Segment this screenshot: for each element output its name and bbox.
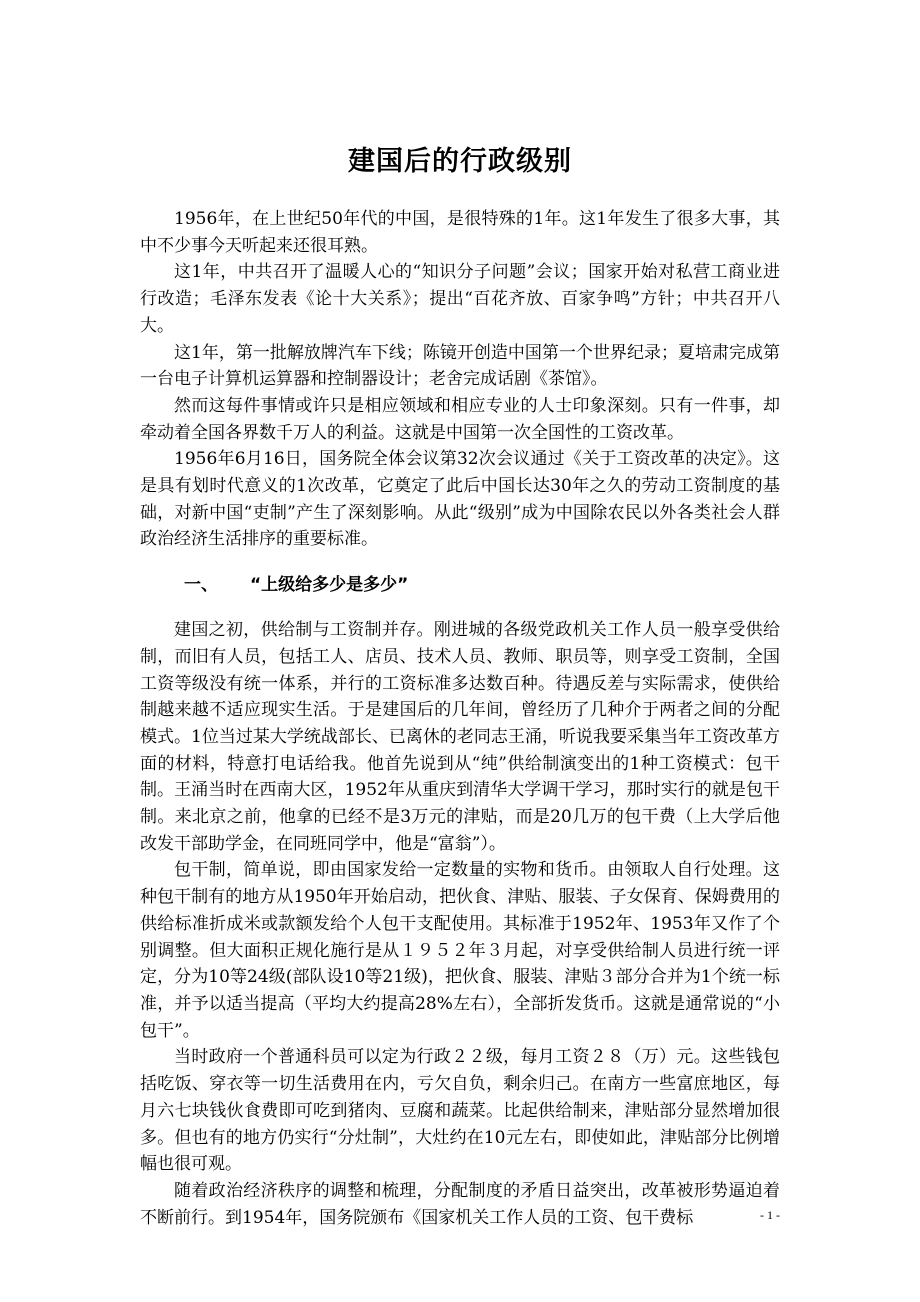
page-number: - 1 - xyxy=(760,1208,780,1222)
document-title: 建国后的行政级别 xyxy=(348,146,572,177)
intro-paragraph-3: 这1年，第一批解放牌汽车下线；陈镜开创造中国第一个世界纪录；夏培肃完成第一台电子计算机运算器和控制器设计；老舍完成话剧《茶馆》。 xyxy=(140,342,780,390)
section-heading xyxy=(140,572,780,598)
intro-paragraph-2: 这1年，中共召开了温暖人心的“知识分子问题”会议；国家开始对私营工商业进行改造；毛泽东发表《论十大关系》；提出“百花齐放、百家争鸣”方针；中共召开八大。 xyxy=(140,262,780,336)
section-paragraph-1: 建国之初，供给制与工资制并存。刚进城的各级党政机关工作人员一般享受供给制，而旧有人员，包括工人、店员、技术人员、教师、职员等，则享受工资制，全国工资等级没有统一体系，并行的工资标准多达数百种。待遇反差与实际需求，使供给制越来越不适应现实生活。于是建国后的几年间，曾经历了几种介于两者之间的分配模式。1位当过某大学统战部长、已离休的老同志王涌，听说我要采集当年工资改革方面的材料，特意打电话给我。他首先说到从“纯”供给制演变出的1种工资模式：包干制。王涌当时在西南大区，1952年从重庆到清华大学调干学习，那时实行的就是包干制。来北京之前，他拿的已经不是3万元的津贴，而是20几万的包干费（上大学后他改发干部助学金，在同班同学中，他是“富翁”）。 xyxy=(140,620,780,854)
intro-paragraph-1: 1956年，在上世纪50年代的中国，是很特殊的1年。这1年发生了很多大事，其中不少事今天听起来还很耳熟。 xyxy=(140,209,780,256)
intro-paragraph-5: 1956年6月16日，国务院全体会议第32次会议通过《关于工资改革的决定》。这是具有划时代意义的1次改革，它奠定了此后中国长达30年之久的劳动工资制度的基础，对新中国“吏制”产生了深刻影响。从此“级别”成为中国除农民以外各类社会人群政治经济生活排序的重要标准。 xyxy=(140,449,780,550)
section-paragraph-4: 随着政治经济秩序的调整和梳理，分配制度的矛盾日益突出，改革被形势逼迫着不断前行。到1954年，国务院颁布《国家机关工作人员的工资、包干费标 xyxy=(140,1180,780,1228)
section-paragraph-2: 包干制，简单说，即由国家发给一定数量的实物和货币。由领取人自行处理。这种包干制有的地方从1950年开始启动，把伙食、津贴、服装、子女保育、保姆费用的供给标准折成米或款额发给个人包干支配使用。其标准于1952年、1953年又作了个别调整。但大面积正规化施行是从１９５２年３月起，对享受供给制人员进行统一评定，分为10等24级(部队设10等21级)，把伙食、服装、津贴３部分合并为1个统一标准，并予以适当提高（平均大约提高28%左右），全部折发货币。这就是通常说的“小包干”。 xyxy=(140,860,780,1041)
section-number: 一、 xyxy=(184,575,218,596)
document-body xyxy=(140,206,780,1231)
intro-paragraph-4: 然而这每件事情或许只是相应领域和相应专业的人士印象深刻。只有一件事，却牵动着全国各界数千万人的利益。这就是中国第一次全国性的工资改革。 xyxy=(140,395,780,443)
section-heading-text: “上级给多少是多少” xyxy=(250,575,409,596)
section-paragraph-3: 当时政府一个普通科员可以定为行政２２级，每月工资２８（万）元。这些钱包括吃饭、穿衣等一切生活费用在内，亏欠自负，剩余归己。在南方一些富庶地区，每月六七块钱伙食费即可吃到猪肉、豆腐和蔬菜。比起供给制来，津贴部分显然增加很多。但也有的地方仍实行“分灶制”，大灶约在10元左右，即使如此，津贴部分比例增幅也很可观。 xyxy=(140,1047,780,1175)
